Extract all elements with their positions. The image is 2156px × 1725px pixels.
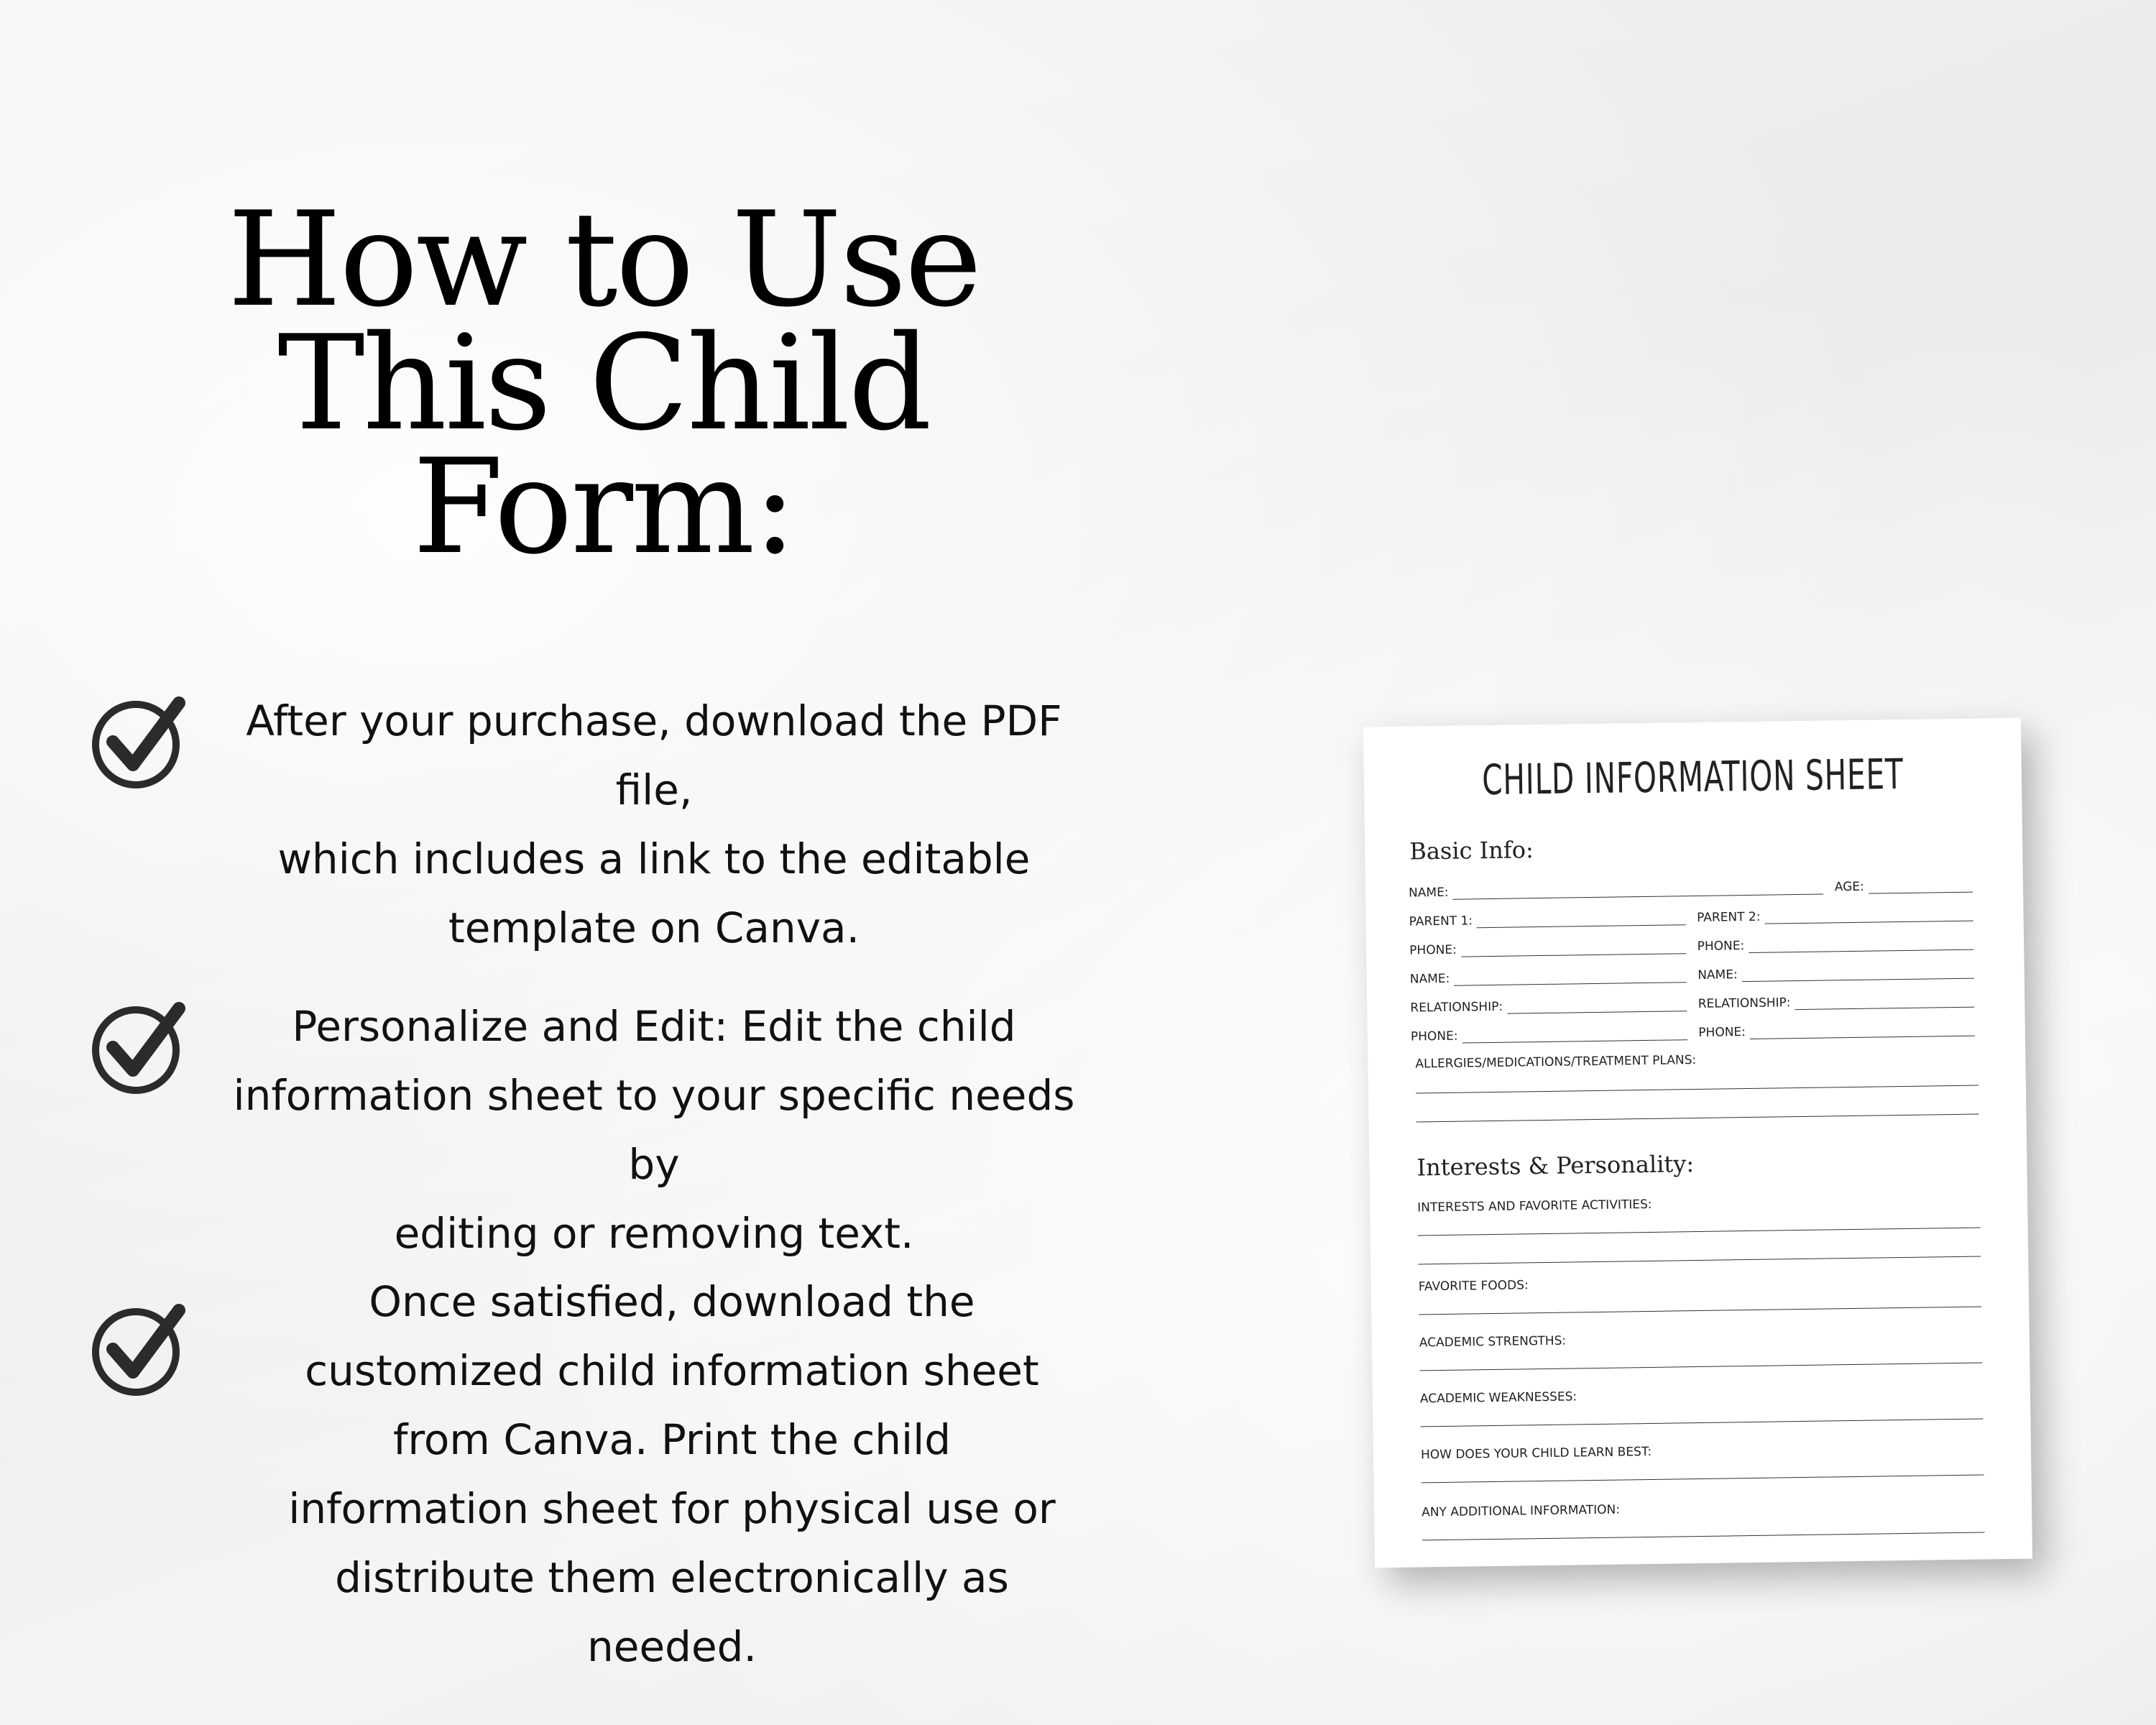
field-label: RELATIONSHIP: bbox=[1410, 999, 1503, 1016]
allergies-label: ALLERGIES/MEDICATIONS/TREATMENT PLANS: bbox=[1415, 1053, 1697, 1072]
step-2-text bbox=[216, 992, 1092, 1268]
phone-field bbox=[1697, 929, 1973, 954]
step-2-line-3: editing or removing text. bbox=[394, 1209, 914, 1258]
step-3-line-4: information sheet for physical use or bbox=[288, 1484, 1056, 1533]
checkmark-circle-icon bbox=[91, 690, 192, 791]
step-3-line-1: Once satisfied, download the bbox=[369, 1277, 975, 1326]
answer-line bbox=[1420, 1418, 1983, 1427]
step-3-line-3: from Canva. Print the child bbox=[392, 1415, 952, 1464]
parent-2-field bbox=[1697, 900, 1973, 925]
age-field bbox=[1835, 871, 1973, 895]
relationship-field bbox=[1698, 986, 1975, 1011]
form-row-contact-names bbox=[1410, 957, 1974, 987]
title-line-2: This Child bbox=[277, 307, 930, 459]
question-favorite-foods: FAVORITE FOODS: bbox=[1418, 1278, 1529, 1294]
field-label: NAME: bbox=[1697, 967, 1738, 983]
answer-line bbox=[1416, 1085, 1978, 1094]
phone-field bbox=[1698, 1015, 1975, 1040]
field-label: NAME: bbox=[1409, 971, 1450, 987]
answer-line bbox=[1416, 1114, 1979, 1123]
answer-line bbox=[1418, 1256, 1981, 1265]
step-1-line-2: which includes a link to the editable bbox=[277, 834, 1031, 883]
field-label: AGE: bbox=[1834, 879, 1864, 895]
field-label: PHONE: bbox=[1410, 1029, 1458, 1044]
relationship-field bbox=[1410, 990, 1687, 1015]
question-additional-info: ANY ADDITIONAL INFORMATION: bbox=[1422, 1502, 1621, 1520]
answer-line bbox=[1419, 1307, 1981, 1315]
step-3-line-5: distribute them electronically as bbox=[335, 1553, 1009, 1602]
phone-field bbox=[1409, 932, 1686, 957]
parent-1-field bbox=[1409, 903, 1685, 929]
checkmark-circle-icon bbox=[91, 1297, 192, 1398]
checkmark-circle-icon bbox=[91, 995, 192, 1096]
page-title bbox=[144, 183, 1064, 583]
name-field bbox=[1409, 873, 1823, 901]
form-row-phones bbox=[1409, 929, 1973, 958]
form-row-contact-phones bbox=[1411, 1015, 1975, 1044]
field-label: PHONE: bbox=[1697, 939, 1745, 954]
answer-line bbox=[1422, 1532, 1985, 1540]
answer-line bbox=[1422, 1474, 1984, 1483]
form-row-parents bbox=[1409, 900, 1973, 929]
form-row-name-age bbox=[1409, 871, 1973, 901]
step-2-line-2: information sheet to your specific needs by bbox=[233, 1071, 1075, 1189]
contact-name-field bbox=[1697, 957, 1974, 983]
interests-heading: Interests & Personality: bbox=[1416, 1150, 1695, 1182]
question-interests: INTERESTS AND FAVORITE ACTIVITIES: bbox=[1417, 1197, 1652, 1215]
field-label: RELATIONSHIP: bbox=[1697, 995, 1791, 1011]
field-label: NAME: bbox=[1408, 885, 1449, 901]
answer-line bbox=[1418, 1228, 1981, 1236]
answer-line bbox=[1419, 1363, 1982, 1371]
step-3-text bbox=[216, 1267, 1128, 1681]
sheet-title: CHILD INFORMATION SHEET bbox=[1481, 749, 1904, 805]
question-learn-best: HOW DOES YOUR CHILD LEARN BEST: bbox=[1420, 1444, 1652, 1463]
contact-name-field bbox=[1410, 961, 1687, 986]
step-2-line-1: Personalize and Edit: Edit the child bbox=[292, 1002, 1016, 1051]
question-academic-strengths: ACADEMIC STRENGTHS: bbox=[1419, 1333, 1567, 1351]
step-3-line-2: customized child information sheet bbox=[305, 1346, 1039, 1395]
title-line-1: How to Use bbox=[227, 183, 980, 336]
basic-info-heading: Basic Info: bbox=[1409, 836, 1534, 865]
field-label: PARENT 1: bbox=[1409, 914, 1473, 929]
step-1-text bbox=[216, 686, 1092, 962]
question-academic-weaknesses: ACADEMIC WEAKNESSES: bbox=[1419, 1389, 1577, 1407]
step-3-line-6: needed. bbox=[587, 1622, 757, 1671]
field-label: PHONE: bbox=[1409, 942, 1457, 958]
step-1-line-3: template on Canva. bbox=[448, 903, 860, 952]
field-label: PHONE: bbox=[1698, 1025, 1746, 1040]
step-1-line-1: After your purchase, download the PDF file, bbox=[246, 696, 1062, 814]
form-row-relationships bbox=[1410, 986, 1974, 1016]
phone-field bbox=[1411, 1018, 1687, 1044]
title-line-3: Form: bbox=[413, 431, 795, 583]
field-label: PARENT 2: bbox=[1696, 909, 1761, 925]
child-information-sheet-preview bbox=[1363, 718, 2032, 1568]
